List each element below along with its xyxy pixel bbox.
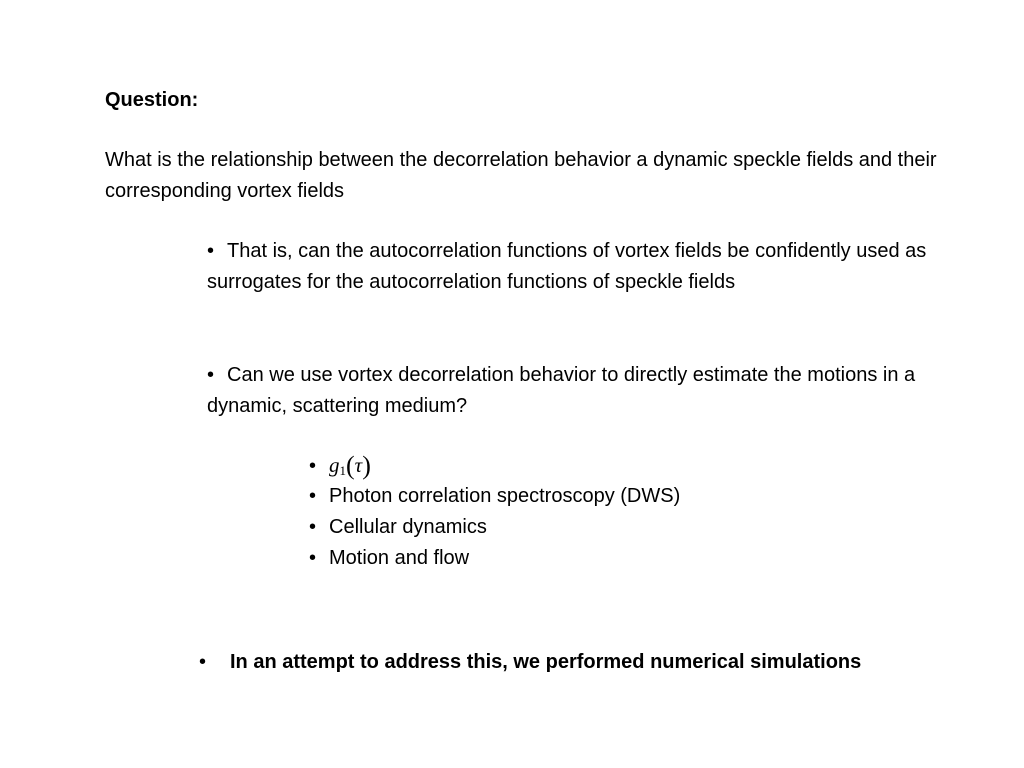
sub-bullet-text: Photon correlation spectroscopy (DWS) xyxy=(329,485,681,507)
bullet-icon: • xyxy=(309,485,317,507)
bullet-icon: • xyxy=(309,516,317,538)
bullet-text: Can we use vortex decorrelation behavior to directly estimate the motions in a dynamic, scattering medium? xyxy=(207,364,916,417)
question-text: What is the relationship between the decorrelation behavior a dynamic speckle fields and their corresponding vortex fields xyxy=(105,149,937,202)
bullet-icon: • xyxy=(207,240,215,262)
sub-bullet-list xyxy=(309,450,909,574)
g1-tau-formula: $g_1(\tau)$ xyxy=(329,451,371,480)
sub-bullet-item xyxy=(309,512,909,543)
bullet-icon: • xyxy=(199,651,207,673)
bullet-icon: • xyxy=(309,455,317,477)
conclusion-bullet xyxy=(199,647,979,678)
question-label: Question: xyxy=(105,89,199,111)
sub-bullet-text: Motion and flow xyxy=(329,547,470,569)
bullet-icon: • xyxy=(309,547,317,569)
bullet-icon: • xyxy=(207,364,215,386)
sub-bullet-item xyxy=(309,481,909,512)
sub-bullet-item xyxy=(309,543,909,574)
conclusion-text: In an attempt to address this, we performed numerical simulations xyxy=(230,651,862,673)
sub-bullet-formula xyxy=(309,450,909,481)
bullet-text: That is, can the autocorrelation functions of vortex fields be confidently used as surrogates for the autocorrelation functions of speckle fields xyxy=(207,240,927,293)
bullet-point-motion-estimate xyxy=(207,360,937,422)
sub-bullet-text: Cellular dynamics xyxy=(329,516,487,538)
bullet-point-autocorrelation xyxy=(207,236,937,298)
